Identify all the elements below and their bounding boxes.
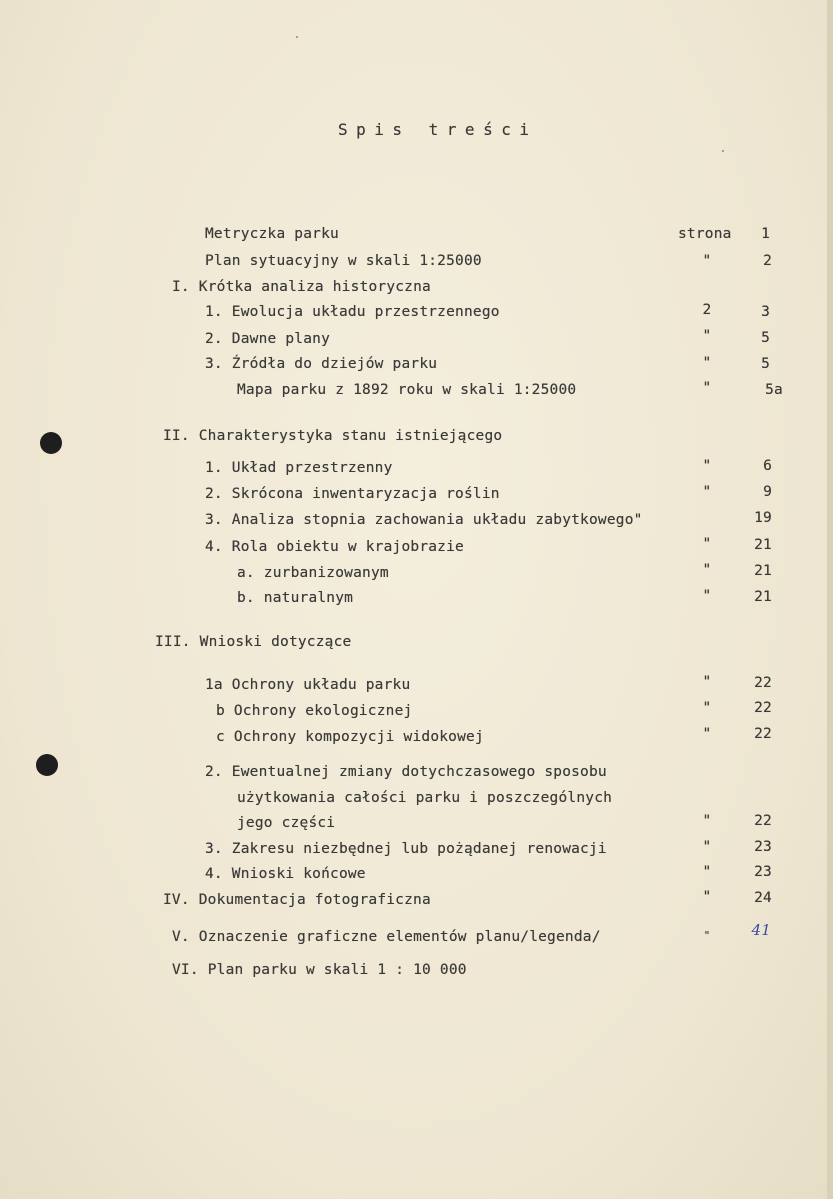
ditto-mark: " — [702, 864, 712, 880]
toc-section-3: III. Wnioski dotyczące — [155, 634, 352, 650]
toc-entry-3-3: 3. Zakresu niezbędnej lub pożądanej renowacji — [205, 841, 607, 857]
ditto-mark: " — [702, 484, 712, 500]
page-mark: 2 — [702, 302, 712, 318]
toc-entry-2-2: 2. Skrócona inwentaryzacja roślin — [205, 486, 500, 502]
paper-speck — [722, 150, 724, 152]
ditto-mark: " — [702, 889, 712, 905]
page-number: 5 — [761, 330, 770, 346]
toc-entry-3-1c: c Ochrony kompozycji widokowej — [216, 729, 484, 745]
ditto-mark: " — [702, 253, 712, 269]
ditto-mark: " — [702, 536, 712, 552]
page-number: 1 — [761, 226, 770, 242]
toc-entry-3-4: 4. Wnioski końcowe — [205, 866, 366, 882]
toc-entry-1-map: Mapa parku z 1892 roku w skali 1:25000 — [237, 382, 577, 398]
ditto-mark: " — [703, 929, 711, 942]
toc-entry-1-2: 2. Dawne plany — [205, 331, 331, 347]
ditto-mark: " — [702, 458, 712, 474]
page-number: 6 — [763, 458, 772, 474]
ditto-mark: " — [702, 813, 712, 829]
toc-entry-metryczka: Metryczka parku — [205, 226, 339, 242]
page-number: 23 — [754, 839, 772, 855]
handwritten-page-number: 41 — [751, 921, 771, 939]
toc-entry-2-4: 4. Rola obiektu w krajobrazie — [205, 539, 464, 555]
toc-section-5: V. Oznaczenie graficzne elementów planu/legenda/ — [172, 929, 601, 945]
page-number: 21 — [754, 563, 772, 579]
ditto-mark: " — [702, 380, 712, 396]
ditto-mark: " — [702, 674, 712, 690]
toc-entry-2-4a: a. zurbanizowanym — [237, 565, 389, 581]
page-number: 21 — [754, 589, 772, 605]
toc-entry-3-2-line3: jego części — [237, 815, 336, 831]
page-number: 3 — [761, 304, 770, 320]
page-title: Spis treści — [338, 120, 538, 139]
page-number: 19 — [754, 510, 772, 526]
page-number: 5a — [765, 382, 783, 398]
toc-entry-2-1: 1. Układ przestrzenny — [205, 460, 393, 476]
page-number: 5 — [761, 356, 770, 372]
page-column-label: strona — [678, 226, 732, 242]
toc-entry-plan-sytuacyjny: Plan sytuacyjny w skali 1:25000 — [205, 253, 482, 269]
ditto-mark: " — [702, 726, 712, 742]
page-number: 22 — [754, 700, 772, 716]
punch-hole — [36, 754, 58, 776]
ditto-mark: " — [702, 588, 712, 604]
toc-section-6: VI. Plan parku w skali 1 : 10 000 — [172, 962, 467, 978]
toc-section-1: I. Krótka analiza historyczna — [172, 279, 431, 295]
paper-speck — [296, 36, 298, 38]
ditto-mark: " — [702, 562, 712, 578]
page-number: 21 — [754, 537, 772, 553]
page-number: 9 — [763, 484, 772, 500]
toc-entry-1-3: 3. Źródła do dziejów parku — [205, 356, 438, 372]
page-number: 22 — [754, 675, 772, 691]
toc-section-2: II. Charakterystyka stanu istniejącego — [163, 428, 503, 444]
toc-entry-2-4b: b. naturalnym — [237, 590, 354, 606]
page-number: 22 — [754, 813, 772, 829]
toc-entry-3-1a: 1a Ochrony układu parku — [205, 677, 411, 693]
toc-entry-2-3: 3. Analiza stopnia zachowania układu zabytkowego" — [205, 512, 643, 528]
ditto-mark: " — [702, 328, 712, 344]
page-number: 24 — [754, 890, 772, 906]
page-number: 23 — [754, 864, 772, 880]
toc-entry-1-1: 1. Ewolucja układu przestrzennego — [205, 304, 500, 320]
toc-entry-3-2-line1: 2. Ewentualnej zmiany dotychczasowego sposobu — [205, 764, 607, 780]
punch-hole — [40, 432, 62, 454]
ditto-mark: " — [702, 839, 712, 855]
toc-entry-3-1b: b Ochrony ekologicznej — [216, 703, 413, 719]
ditto-mark: " — [702, 700, 712, 716]
page-number: 22 — [754, 726, 772, 742]
toc-section-4: IV. Dokumentacja fotograficzna — [163, 892, 431, 908]
page-number: 2 — [763, 253, 772, 269]
toc-entry-3-2-line2: użytkowania całości parku i poszczególnych — [237, 790, 613, 806]
ditto-mark: " — [702, 355, 712, 371]
